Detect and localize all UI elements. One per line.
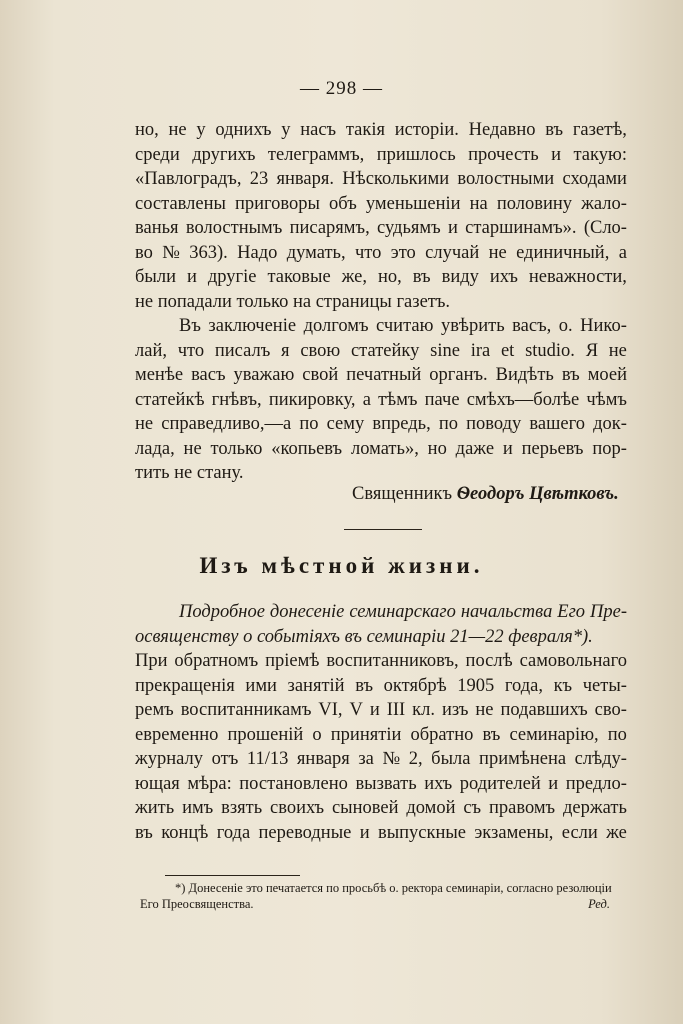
footnote bbox=[140, 880, 610, 912]
text-line: не справедливо,—а по сему впредь, по поводу вашего док- bbox=[135, 414, 627, 434]
text-line: составлены приговоры объ уменьшеніи на половину жало- bbox=[135, 193, 627, 214]
signature-name: Ѳеодоръ Цвѣтковъ. bbox=[456, 484, 619, 504]
footnote-line bbox=[140, 896, 610, 912]
page-number: — 298 — bbox=[300, 78, 383, 99]
text-line: При обратномъ пріемѣ воспитанниковъ, послѣ самовольнаго bbox=[135, 651, 627, 671]
text-line: освященству о событіяхъ въ семинаріи 21—22 февраля*). bbox=[135, 626, 593, 647]
footnote-line: *) Донесеніе это печатается по просьбѣ о. ректора семинаріи, согласно резолюціи bbox=[175, 881, 612, 895]
text-line: жить имъ взять своихъ сыновей домой съ правомъ держать bbox=[135, 798, 627, 818]
text-line: во № 363). Надо думать, что это случай не единичный, а bbox=[135, 242, 627, 263]
letter-body bbox=[135, 118, 627, 486]
text-line: Подробное донесеніе семинарскаго начальства Его Пре- bbox=[179, 602, 627, 622]
editor-mark: Ред. bbox=[588, 897, 610, 911]
text-line: ванья волостнымъ писарямъ, судьямъ и старшинамъ». (Сло- bbox=[135, 218, 627, 238]
signature bbox=[352, 484, 619, 505]
text-line: статейкѣ гнѣвъ, пикировку, а тѣмъ паче смѣхъ—болѣе чѣмъ bbox=[135, 389, 627, 410]
footnote-text: Его Преосвященства. bbox=[140, 897, 254, 911]
text-line: журналу отъ 11/13 января за № 2, была примѣнена слѣду- bbox=[135, 749, 627, 769]
text-line: ремъ воспитанникамъ VI, V и III кл. изъ не подавшихъ сво- bbox=[135, 700, 627, 720]
footnote-rule bbox=[165, 875, 300, 876]
text-line: но, не у однихъ у насъ такія исторіи. Недавно въ газетѣ, bbox=[135, 120, 627, 140]
section-divider bbox=[344, 529, 422, 530]
text-line: лада, не только «копьевъ ломать», но даже и перьевъ пор- bbox=[135, 438, 627, 459]
section-heading: Изъ мѣстной жизни. bbox=[199, 553, 484, 578]
text-line: въ концѣ года переводные и выпускные экзамены, если же bbox=[135, 822, 627, 843]
text-line: не попадали только на страницы газетъ. bbox=[135, 291, 451, 312]
text-line: евременно прошеній о принятіи обратно въ семинарію, по bbox=[135, 724, 627, 745]
section-body bbox=[135, 600, 627, 845]
text-line: среди другихъ телеграммъ, пришлось прочесть и такую: bbox=[135, 144, 627, 165]
text-line: были и другіе таковые же, но, въ виду ихъ неважности, bbox=[135, 267, 627, 287]
text-line: менѣе васъ уважаю свой печатный органъ. Видѣть въ моей bbox=[135, 365, 627, 385]
signature-title: Священникъ bbox=[352, 484, 453, 504]
text-line: лай, что писалъ я свою статейку sine ira et studio. Я не bbox=[135, 340, 627, 361]
text-line: ющая мѣра: постановлено вызвать ихъ родителей и предло- bbox=[135, 773, 627, 794]
text-line: тить не стану. bbox=[135, 463, 244, 483]
text-line: «Павлоградъ, 23 января. Нѣсколькими волостными сходами bbox=[135, 169, 627, 189]
text-line: прекращенія ими занятій въ октябрѣ 1905 года, къ четы- bbox=[135, 675, 627, 696]
text-line: Въ заключеніе долгомъ считаю увѣрить васъ, о. Нико- bbox=[179, 316, 627, 336]
